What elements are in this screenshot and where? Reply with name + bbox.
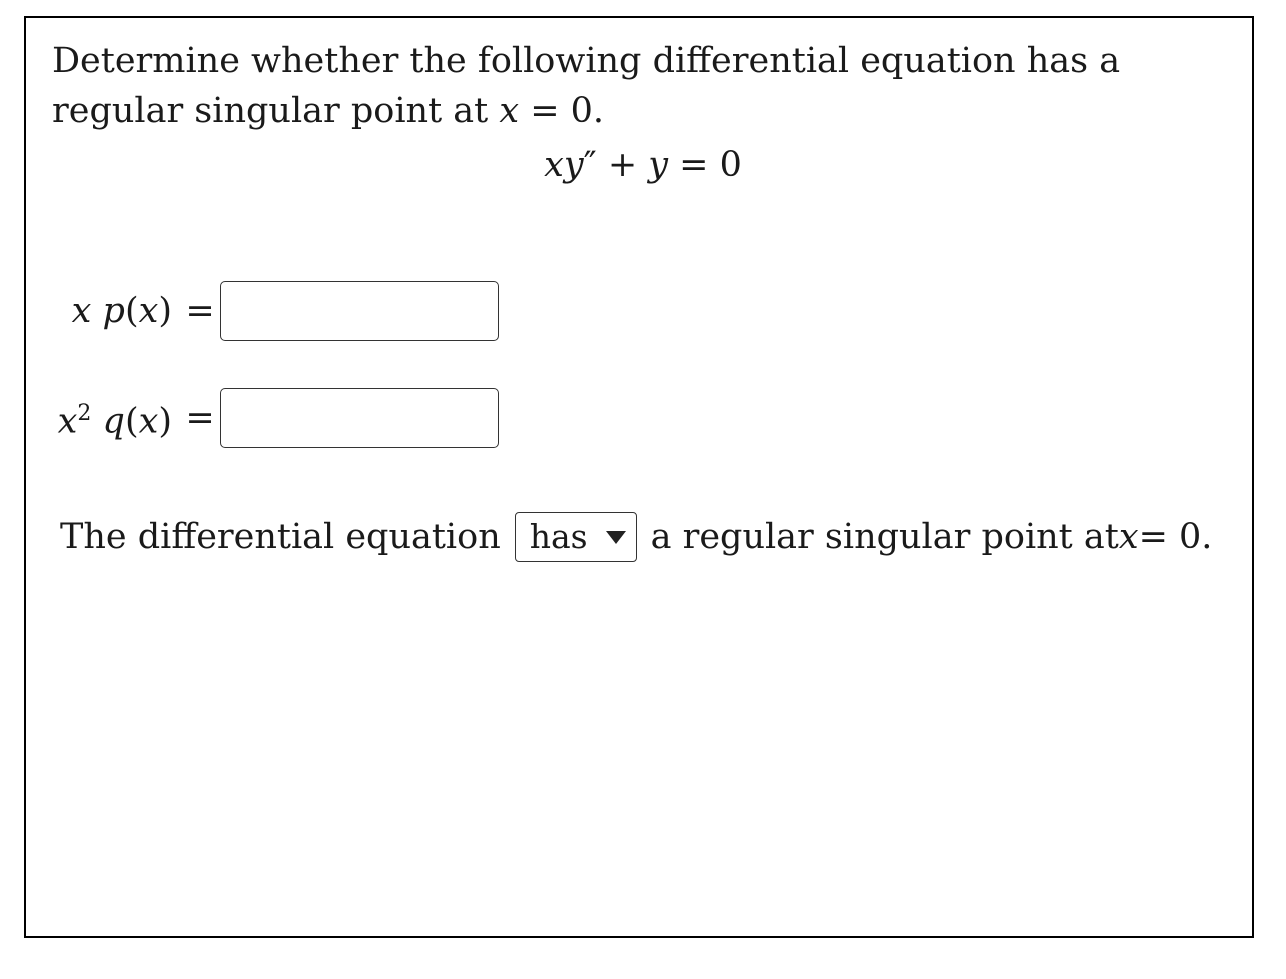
conclusion-text-mid: a regular singular point at — [650, 517, 1119, 557]
x2q-label-close: ) — [158, 401, 172, 442]
x2q-label-open: ( — [124, 401, 139, 442]
dropdown-selected-value: has — [529, 517, 588, 556]
conclusion-text-end: = 0. — [1138, 517, 1213, 557]
xp-answer-input[interactable] — [220, 281, 499, 341]
equation-term-y: y — [648, 145, 669, 185]
xp-label-fn: p — [91, 291, 125, 331]
conclusion-variable: x — [1118, 517, 1139, 557]
equation-plus: + — [596, 145, 649, 185]
prompt-text: Determine whether the following differential equation has a regular singular point at — [52, 41, 1121, 131]
x2q-label — [0, 389, 180, 447]
conclusion-sentence — [60, 512, 1212, 562]
conclusion-text-start: The differential equation — [60, 517, 501, 557]
x2q-row — [0, 387, 499, 449]
xp-label-open: ( — [124, 291, 139, 331]
x2q-label-x: x — [57, 401, 78, 442]
xp-label-x: x — [71, 291, 92, 331]
x2q-label-fn: q — [91, 401, 125, 442]
xp-row — [0, 280, 499, 342]
xp-label-arg: x — [138, 291, 159, 331]
xp-label-close: ) — [158, 291, 172, 331]
x2q-label-arg: x — [138, 401, 159, 442]
equation-term-xy: xy — [544, 145, 584, 185]
differential-equation — [0, 140, 1286, 190]
x2q-label-exponent: 2 — [77, 401, 92, 427]
has-hasnot-dropdown[interactable] — [515, 512, 637, 562]
prompt-variable: x — [499, 91, 520, 131]
x2q-equals: = — [185, 398, 215, 438]
equation-prime: ″ — [583, 145, 597, 185]
equation-rhs: = 0 — [668, 145, 742, 185]
chevron-down-icon — [606, 531, 626, 544]
xp-equals: = — [185, 291, 215, 331]
xp-label — [0, 286, 180, 336]
prompt-text-end: = 0. — [519, 91, 605, 131]
question-prompt — [52, 36, 1232, 136]
x2q-answer-input[interactable] — [220, 388, 499, 448]
